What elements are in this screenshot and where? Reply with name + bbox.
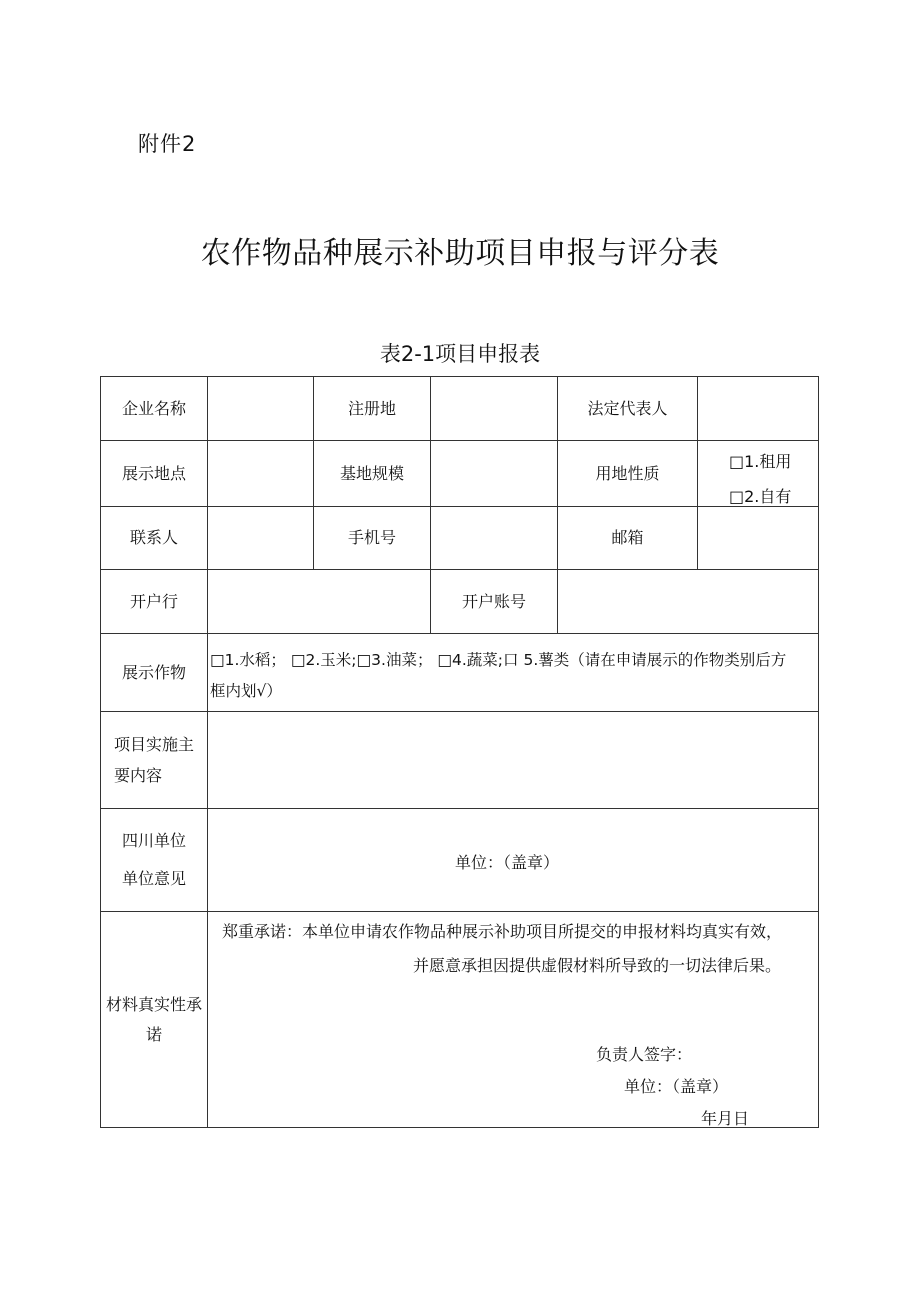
contact-label: 联系人 — [129, 528, 178, 548]
company-name-field[interactable] — [208, 377, 313, 440]
company-name-label: 企业名称 — [121, 398, 186, 418]
promise-seal: 单位：（盖章） — [624, 1077, 729, 1096]
unit-opinion-label-line2: 单位意见 — [121, 869, 186, 888]
land-option-own[interactable]: □2.自有 — [729, 487, 792, 506]
contact-field[interactable] — [208, 507, 313, 569]
site-label: 展示地点 — [121, 463, 186, 483]
legal-rep-label: 法定代表人 — [587, 398, 668, 418]
email-label: 邮箱 — [611, 528, 644, 548]
bank-field[interactable] — [208, 570, 430, 633]
crops-options[interactable]: □1.水稻； □2.玉米;□3.油菜； □4.蔬菜;口 5.薯类（请在申请展示的作物类别后方 — [210, 651, 787, 669]
reg-place-label: 注册地 — [347, 398, 396, 418]
reg-place-field[interactable] — [431, 377, 557, 440]
content-label — [101, 712, 207, 808]
crops-label: 展示作物 — [121, 662, 186, 682]
unit-opinion-label — [101, 809, 207, 911]
base-scale-field[interactable] — [431, 441, 557, 506]
unit-seal: 单位：（盖章） — [455, 853, 560, 872]
unit-opinion-label-line1: 四川单位 — [121, 831, 186, 850]
phone-label: 手机号 — [347, 528, 396, 548]
promise-text-line2: 并愿意承担因提供虚假材料所导致的一切法律后果。 — [413, 956, 782, 975]
content-label-line1: 项目实施主 — [113, 735, 194, 754]
promise-label-line1: 材料真实性承 — [105, 994, 202, 1014]
account-field[interactable] — [558, 570, 818, 633]
email-field[interactable] — [698, 507, 818, 569]
account-label: 开户账号 — [461, 591, 526, 611]
promise-text-line1: 郑重承诺：本单位申请农作物品种展示补助项目所提交的申报材料均真实有效， — [222, 922, 783, 941]
promise-label — [101, 912, 207, 1127]
land-option-rent[interactable]: □1.租用 — [729, 452, 792, 471]
base-scale-label: 基地规模 — [339, 463, 404, 483]
page-title: 农作物品种展示补助项目申报与评分表 — [200, 236, 720, 271]
content-field[interactable] — [208, 712, 818, 808]
signer-label[interactable]: 负责人签字： — [596, 1045, 693, 1064]
bank-label: 开户行 — [129, 591, 178, 611]
legal-rep-field[interactable] — [698, 377, 818, 440]
date-label: 年月日 — [701, 1109, 750, 1128]
land-nature-label: 用地性质 — [595, 463, 660, 483]
attachment-label: 附件2 — [138, 132, 197, 156]
content-label-line2: 要内容 — [114, 766, 163, 785]
phone-field[interactable] — [431, 507, 557, 569]
crops-note: 框内划√） — [210, 682, 282, 700]
table-caption: 表2-1项目申报表 — [379, 342, 541, 366]
site-field[interactable] — [208, 441, 313, 506]
promise-label-line2: 诺 — [145, 1024, 162, 1044]
